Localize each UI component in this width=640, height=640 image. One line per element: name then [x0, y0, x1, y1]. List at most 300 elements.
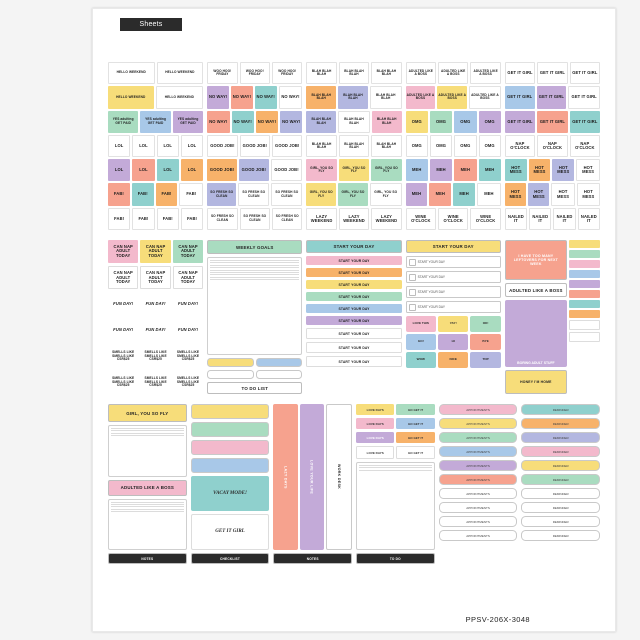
sticker-word[interactable]: NO WAY!: [280, 111, 302, 133]
list-line: [111, 430, 184, 431]
checkbox-label: START YOUR DAY: [417, 275, 445, 279]
b3-col-appointments: [439, 404, 518, 564]
sticker-word[interactable]: GET IT GIRL: [505, 62, 535, 84]
sticker-word[interactable]: SMELLS LIKE SMELLS LIKE CSR$25: [108, 345, 138, 368]
word-sticker-row: [505, 62, 600, 84]
sticker-word[interactable]: FAB!: [108, 208, 130, 230]
word-sticker-row: [505, 208, 600, 230]
word-sticker-row: [108, 111, 203, 133]
sticker-word[interactable]: BLAH BLAH BLAH: [306, 86, 336, 108]
mini-sticker[interactable]: WOW: [406, 352, 436, 368]
sticker-word[interactable]: GOOD JOB!: [207, 135, 237, 157]
b3-col-reminders: [521, 404, 600, 564]
flag-sticker[interactable]: GO GET IT: [396, 432, 434, 443]
sticker-word[interactable]: NAILED IT: [505, 208, 527, 230]
mini-sticker[interactable]: LOVE THIS: [406, 316, 436, 332]
chip-sticker[interactable]: START YOUR DAY: [306, 256, 401, 265]
sticker-word[interactable]: GOOD JOB!: [271, 159, 303, 181]
sticker-word[interactable]: WINE O'CLOCK: [438, 208, 468, 230]
sticker-word[interactable]: HELLO WEEKEND: [108, 86, 154, 108]
sticker-word[interactable]: FAB!: [108, 183, 130, 205]
sticker-word[interactable]: NO WAY!: [255, 86, 277, 108]
word-sticker-row: [505, 183, 600, 205]
sheets-tab[interactable]: Sheets: [120, 18, 182, 31]
word-sticker-row: [108, 159, 203, 181]
checkbox-icon[interactable]: [409, 289, 416, 296]
sticker-word[interactable]: NO WAY!: [279, 86, 303, 108]
reminder-sticker[interactable]: REMINDER: [521, 516, 600, 527]
word-sticker-row: [406, 111, 501, 133]
sticker-word[interactable]: YES adulting GET PAID: [140, 111, 170, 133]
sticker-word[interactable]: OMG: [430, 111, 452, 133]
sticker-word[interactable]: WINE O'CLOCK: [406, 208, 436, 230]
sticker-word[interactable]: FAB!: [132, 183, 154, 205]
vertical-tag-sticker[interactable]: LAZY DAYS: [273, 404, 297, 550]
strip-sticker[interactable]: [569, 280, 600, 288]
b2-col-poster: [505, 240, 600, 394]
flag-sticker[interactable]: LOVE DAYS: [356, 404, 394, 415]
sticker-word[interactable]: GOOD JOB!: [239, 159, 269, 181]
appointment-sticker[interactable]: APPOINTMENTS: [439, 474, 518, 485]
appointment-sticker[interactable]: APPOINTMENTS: [439, 460, 518, 471]
sticker-word[interactable]: LAZY WEEKEND: [339, 208, 369, 230]
flag-row: [356, 446, 435, 459]
word-sticker-row: [306, 135, 401, 157]
sticker-word[interactable]: FUN DAY!: [173, 319, 203, 342]
sticker-word[interactable]: GET IT GIRL: [570, 62, 600, 84]
sticker-word[interactable]: LOL: [132, 159, 154, 181]
sticker-word[interactable]: FUN DAY!: [108, 292, 138, 315]
mini-sticker[interactable]: GO!: [406, 334, 436, 350]
round-sticker[interactable]: [191, 440, 270, 455]
footer-sticker[interactable]: NOTES: [273, 553, 352, 564]
pill-sticker[interactable]: [207, 370, 254, 379]
sticker-word[interactable]: HOT MESS: [552, 159, 574, 181]
sticker-word[interactable]: SO FRESH SO CLEAN: [271, 183, 302, 205]
flag-sticker[interactable]: LOVE DAYS: [356, 446, 394, 459]
chip-sticker[interactable]: START YOUR DAY: [306, 356, 401, 367]
mini-sticker-grid: [406, 316, 501, 368]
sticker-word[interactable]: GIRL, YOU SO FLY: [306, 159, 336, 181]
sticker-word[interactable]: OMG: [479, 135, 501, 157]
sticker-word[interactable]: NO WAY!: [207, 86, 229, 108]
product-code: PPSV-206X-3048: [465, 615, 530, 624]
reminder-sticker[interactable]: REMINDER: [521, 530, 600, 541]
b3-col-tall: [273, 404, 352, 564]
word-sticker-row: [406, 135, 501, 157]
poster-stack: [505, 240, 567, 394]
list-line: [111, 511, 184, 512]
mini-sticker[interactable]: BYE: [470, 334, 500, 350]
sticker-word[interactable]: GET IT GIRL: [570, 111, 600, 133]
sticker-word[interactable]: MEH: [453, 183, 475, 205]
sticker-word[interactable]: SMELLS LIKE SMELLS LIKE CSR$25: [173, 345, 203, 368]
sticker-word[interactable]: FAB!: [181, 208, 203, 230]
chip-sticker[interactable]: START YOUR DAY: [306, 268, 401, 277]
flag-row: [356, 432, 435, 443]
mini-sticker[interactable]: TOP: [470, 352, 500, 368]
flag-sticker[interactable]: LOVE DAYS: [356, 432, 394, 443]
checkbox-label: START YOUR DAY: [417, 290, 445, 294]
mini-sticker[interactable]: NICE: [438, 352, 468, 368]
sticker-word[interactable]: MEH: [406, 183, 428, 205]
sticker-word[interactable]: SMELLS LIKE SMELLS LIKE CSR$25: [140, 371, 170, 394]
list-line: [210, 262, 299, 263]
sticker-word[interactable]: LOL: [108, 135, 130, 157]
flag-row: [356, 404, 435, 415]
sticker-word[interactable]: OMG: [479, 111, 501, 133]
sticker-word[interactable]: HOT MESS: [577, 183, 600, 205]
round-sticker[interactable]: [191, 404, 270, 419]
word-sticker-row: [207, 62, 302, 84]
sticker-word[interactable]: BLAH BLAH BLAH: [306, 135, 336, 157]
sticker-word[interactable]: CAN NAP ADULT TODAY: [108, 240, 138, 263]
checkbox-row[interactable]: [406, 286, 501, 298]
strip-sticker[interactable]: [569, 270, 600, 278]
sticker-word[interactable]: LOL: [157, 159, 179, 181]
sticker-word[interactable]: HOT MESS: [505, 159, 527, 181]
strip-sticker[interactable]: [569, 290, 600, 298]
label-sticker[interactable]: ADULTED LIKE A BOSS: [505, 283, 567, 297]
sticker-word[interactable]: NAILED IT: [553, 208, 575, 230]
word-sticker-row: [306, 86, 401, 108]
poster-sticker[interactable]: I HAVE TOO MANY LEFTOVERS FOR NEXT WEEK: [505, 240, 567, 280]
list-line: [210, 265, 299, 266]
sticker-word[interactable]: GET IT GIRL: [505, 111, 535, 133]
sticker-word[interactable]: NAP O'CLOCK: [570, 135, 600, 157]
sticker-word[interactable]: FUN DAY!: [140, 319, 170, 342]
appointment-sticker[interactable]: APPOINTMENTS: [439, 502, 518, 513]
sticker-word[interactable]: OMG: [430, 135, 452, 157]
chip-sticker[interactable]: START YOUR DAY: [306, 328, 401, 339]
list-line: [111, 428, 184, 429]
sticker-word[interactable]: FAB!: [157, 208, 179, 230]
word-sticker-row: [207, 159, 302, 181]
note-list[interactable]: [108, 425, 187, 477]
checkbox-row[interactable]: [406, 271, 501, 283]
sub-sticker[interactable]: ADULTED LIKE A BOSS: [108, 480, 187, 496]
sticker-word[interactable]: FAB!: [179, 183, 203, 205]
sticker-word[interactable]: OMG: [454, 111, 476, 133]
box-sticker-band: [108, 240, 600, 394]
sticker-word[interactable]: SMELLS LIKE SMELLS LIKE CSR$25: [140, 345, 170, 368]
sticker-word[interactable]: FUN DAY!: [173, 292, 203, 315]
sticker-word[interactable]: LOL: [132, 135, 154, 157]
sticker-word[interactable]: CAN NAP ADULT TODAY: [140, 240, 170, 263]
sticker-word[interactable]: WOO HOO! FRIDAY: [272, 62, 302, 84]
sticker-word[interactable]: MEH: [454, 159, 476, 181]
flag-row: [356, 418, 435, 429]
sticker-word[interactable]: GIRL, YOU SO FLY: [371, 159, 401, 181]
list-line: [210, 274, 299, 275]
sticker-word[interactable]: MEH: [406, 159, 428, 181]
chip-sticker[interactable]: START YOUR DAY: [306, 316, 401, 325]
sticker-word[interactable]: YES adulting GET PAID: [108, 111, 138, 133]
sticker-word[interactable]: GOOD JOB!: [240, 135, 270, 157]
sticker-word[interactable]: SMELLS LIKE SMELLS LIKE CSR$25: [173, 371, 203, 394]
sticker-word[interactable]: LOL: [157, 135, 179, 157]
sticker-word[interactable]: WOO HOO! FRIDAY: [207, 62, 237, 84]
sticker-word[interactable]: HOT MESS: [551, 183, 574, 205]
sticker-word[interactable]: SMELLS LIKE SMELLS LIKE CSR$25: [108, 371, 138, 394]
sticker-word[interactable]: ADULTED LIKE A BOSS: [469, 86, 501, 108]
strip-stack: [569, 240, 600, 394]
list-line: [111, 502, 184, 503]
sticker-word[interactable]: SO FRESH SO CLEAN: [207, 183, 236, 205]
flag-sticker[interactable]: GO GET IT: [396, 404, 434, 415]
sticker-word[interactable]: ADULTED LIKE A BOSS: [406, 62, 436, 84]
word-sticker-row: [108, 135, 203, 157]
pill-sticker[interactable]: [207, 358, 254, 367]
b2-col-checkboxes: [406, 240, 501, 394]
sticker-word[interactable]: MEH: [430, 159, 452, 181]
mini-sticker[interactable]: YAY!: [438, 316, 468, 332]
appointment-sticker[interactable]: APPOINTMENTS: [439, 432, 518, 443]
sticker-word[interactable]: BLAH BLAH BLAH: [306, 111, 336, 133]
word-sticker-row: [108, 183, 203, 205]
sticker-word[interactable]: OMG: [406, 111, 428, 133]
word-sticker-row: [207, 208, 302, 230]
sticker-word[interactable]: NAILED IT: [529, 208, 551, 230]
mini-poster-sticker[interactable]: HONEY I'M HOME: [505, 370, 567, 394]
flag-sticker[interactable]: LOVE DAYS: [356, 418, 394, 429]
sticker-word[interactable]: BLAH BLAH BLAH: [372, 111, 402, 133]
strip-sticker[interactable]: [569, 300, 600, 308]
sticker-word[interactable]: GIRL, YOU SO FLY: [338, 183, 368, 205]
reminder-sticker[interactable]: REMINDER: [521, 446, 600, 457]
sticker-word[interactable]: OMG: [406, 135, 428, 157]
note-list[interactable]: [108, 499, 187, 551]
strip-sticker[interactable]: [569, 240, 600, 248]
title-sticker[interactable]: GIRL, YOU SO FLY: [108, 404, 187, 422]
sticker-word[interactable]: WINE O'CLOCK: [470, 208, 500, 230]
sticker-word[interactable]: LAZY WEEKEND: [306, 208, 336, 230]
sticker-word[interactable]: CAN NAP ADULT TODAY: [140, 266, 170, 289]
sticker-word[interactable]: BLAH BLAH BLAH: [306, 62, 336, 84]
sticker-word[interactable]: GET IT GIRL: [537, 62, 567, 84]
list-line: [210, 272, 299, 273]
word-sticker-row: [108, 86, 203, 108]
sticker-word[interactable]: BLAH BLAH BLAH: [371, 135, 401, 157]
sticker-word[interactable]: SO FRESH SO CLEAN: [238, 183, 269, 205]
sticker-word[interactable]: GOOD JOB!: [272, 135, 302, 157]
chip-sticker[interactable]: START YOUR DAY: [306, 304, 401, 313]
list-line: [210, 260, 299, 261]
sticker-word[interactable]: ADULTED LIKE A BOSS: [437, 86, 467, 108]
appointment-sticker[interactable]: APPOINTMENTS: [439, 404, 518, 415]
appointment-sticker[interactable]: APPOINTMENTS: [439, 516, 518, 527]
note-list[interactable]: [356, 462, 435, 550]
script-sticker[interactable]: VACAY MODE!: [191, 476, 270, 511]
checkbox-label: START YOUR DAY: [417, 260, 445, 264]
appointment-sticker[interactable]: APPOINTMENTS: [439, 446, 518, 457]
list-line: [359, 467, 432, 468]
sticker-word[interactable]: FAB!: [156, 183, 178, 205]
sticker-word[interactable]: NO WAY!: [231, 86, 253, 108]
list-line: [359, 470, 432, 471]
footer-sticker[interactable]: TO DO: [356, 553, 435, 564]
word-sticker-row: [406, 62, 501, 84]
sticker-word[interactable]: YES adulting GET PAID: [173, 111, 203, 133]
checkbox-icon[interactable]: [409, 274, 416, 281]
flag-sticker[interactable]: GO GET IT: [396, 418, 434, 429]
vertical-tag-sticker[interactable]: LOVE YOUR LIFE: [300, 404, 324, 550]
sticker-word[interactable]: MEH: [429, 183, 451, 205]
sticker-word[interactable]: LOL: [108, 159, 130, 181]
sticker-word[interactable]: SO FRESH SO CLEAN: [240, 208, 270, 230]
chip-sticker[interactable]: START YOUR DAY: [306, 342, 401, 353]
sticker-word[interactable]: BLAH BLAH BLAH: [370, 86, 402, 108]
todo-footer: TO DO LIST: [207, 382, 302, 394]
sticker-word[interactable]: FAB!: [132, 208, 154, 230]
sticker-word[interactable]: CAN NAP ADULT TODAY: [173, 266, 203, 289]
word-sticker-row: [306, 183, 401, 205]
sticker-word[interactable]: GET IT GIRL: [537, 111, 567, 133]
word-sticker-row: [108, 62, 203, 84]
sticker-word[interactable]: GIRL, YOU SO FLY: [370, 183, 402, 205]
round-sticker[interactable]: [191, 458, 270, 473]
reminder-sticker[interactable]: REMINDER: [521, 502, 600, 513]
appointment-sticker[interactable]: APPOINTMENTS: [439, 488, 518, 499]
word-sticker-row: [306, 62, 401, 84]
word-sticker-row: [406, 208, 501, 230]
reminder-sticker[interactable]: REMINDER: [521, 404, 600, 415]
sticker-word[interactable]: OMG: [454, 135, 476, 157]
sticker-word[interactable]: ADULTED LIKE A BOSS: [406, 86, 436, 108]
list-line: [210, 279, 299, 280]
word-sticker-row: [207, 183, 302, 205]
tall-sticker[interactable]: BORING ADULT STUFF: [505, 300, 567, 367]
sticker-word[interactable]: FUN DAY!: [108, 319, 138, 342]
word-sticker-column: [207, 62, 302, 230]
word-sticker-column: [406, 62, 501, 230]
sticker-word[interactable]: NAP O'CLOCK: [505, 135, 535, 157]
mini-sticker[interactable]: OK!: [470, 316, 500, 332]
sticker-word[interactable]: GIRL, YOU SO FLY: [306, 183, 336, 205]
checkbox-row[interactable]: [406, 256, 501, 268]
reminder-sticker[interactable]: REMINDER: [521, 488, 600, 499]
list-line: [359, 465, 432, 466]
sticker-word[interactable]: GOOD JOB!: [207, 159, 237, 181]
pill-row: [207, 370, 302, 379]
sticker-word[interactable]: ADULTED LIKE A BOSS: [470, 62, 500, 84]
list-line: [111, 435, 184, 436]
sticker-word[interactable]: GET IT GIRL: [537, 86, 567, 108]
footer-sticker[interactable]: CHECKLIST: [191, 553, 270, 564]
appointment-sticker[interactable]: APPOINTMENTS: [439, 530, 518, 541]
sticker-word[interactable]: BLAH BLAH BLAH: [339, 135, 369, 157]
sticker-word[interactable]: HELLO WEEKEND: [108, 62, 155, 84]
word-sticker-row: [505, 135, 600, 157]
sticker-word[interactable]: BLAH BLAH BLAH: [338, 86, 368, 108]
b2-col-words: [108, 240, 203, 394]
chip-sticker[interactable]: START YOUR DAY: [306, 280, 401, 289]
strip-sticker[interactable]: [569, 260, 600, 268]
checkbox-row[interactable]: [406, 301, 501, 313]
sticker-word[interactable]: CAN NAP ADULT TODAY: [108, 266, 138, 289]
sticker-word[interactable]: NO WAY!: [256, 111, 278, 133]
sticker-word[interactable]: ADULTED LIKE A BOSS: [438, 62, 468, 84]
sticker-word[interactable]: GIRL, YOU SO FLY: [339, 159, 369, 181]
sticker-word[interactable]: LAZY WEEKEND: [371, 208, 401, 230]
sticker-word[interactable]: HOT MESS: [528, 183, 549, 205]
reminder-sticker[interactable]: REMINDER: [521, 460, 600, 471]
list-line: [111, 509, 184, 510]
sticker-word[interactable]: BLAH BLAH BLAH: [371, 62, 401, 84]
script-sticker[interactable]: GET IT GIRL: [191, 514, 270, 551]
sticker-word[interactable]: NAILED IT: [578, 208, 600, 230]
pill-row: [207, 358, 302, 367]
sticker-word[interactable]: NO WAY!: [232, 111, 254, 133]
chip-sticker[interactable]: START YOUR DAY: [306, 292, 401, 301]
flag-sticker[interactable]: GO GET IT: [396, 446, 434, 459]
reminder-sticker[interactable]: REMINDER: [521, 418, 600, 429]
sticker-word[interactable]: FUN DAY!: [140, 292, 170, 315]
sticker-word[interactable]: HOT MESS: [529, 159, 551, 181]
sticker-word[interactable]: BLAH BLAH BLAH: [338, 111, 370, 133]
strip-sticker[interactable]: [569, 332, 600, 342]
sticker-word[interactable]: NO WAY!: [207, 111, 229, 133]
sticker-word[interactable]: NAP O'CLOCK: [537, 135, 567, 157]
word-sticker-row: [207, 111, 302, 133]
sticker-word[interactable]: HELLO WEEKEND: [157, 62, 204, 84]
mini-sticker[interactable]: HI: [438, 334, 468, 350]
sticker-word[interactable]: GET IT GIRL: [505, 86, 535, 108]
pill-sticker[interactable]: [256, 370, 303, 379]
sticker-word[interactable]: MEH: [479, 159, 501, 181]
word-sticker-column: [306, 62, 401, 230]
sticker-word[interactable]: LOL: [181, 135, 203, 157]
goals-list[interactable]: [207, 257, 302, 355]
mixed-sticker-band: [108, 404, 600, 564]
strip-sticker[interactable]: [569, 310, 600, 318]
sticker-word[interactable]: SO FRESH SO CLEAN: [207, 208, 237, 230]
footer-sticker[interactable]: NOTES: [108, 553, 187, 564]
sticker-word[interactable]: LOL: [181, 159, 203, 181]
sticker-word[interactable]: CAN NAP ADULT TODAY: [173, 240, 203, 263]
list-line: [210, 267, 299, 268]
checkbox-icon[interactable]: [409, 304, 416, 311]
vertical-tag-sticker[interactable]: WORK DESK: [326, 404, 352, 550]
word-sticker-row: [505, 111, 600, 133]
reminder-sticker[interactable]: REMINDER: [521, 432, 600, 443]
appointment-sticker[interactable]: APPOINTMENTS: [439, 418, 518, 429]
strip-sticker[interactable]: [569, 250, 600, 258]
strip-sticker[interactable]: [569, 320, 600, 330]
checkbox-label: START YOUR DAY: [417, 305, 445, 309]
list-line: [111, 504, 184, 505]
b2-col-goals: [207, 240, 302, 394]
pill-sticker[interactable]: [256, 358, 303, 367]
word-sticker-row: [207, 135, 302, 157]
list-line: [210, 277, 299, 278]
sticker-word[interactable]: BLAH BLAH BLAH: [339, 62, 369, 84]
round-sticker[interactable]: [191, 422, 270, 437]
sticker-word[interactable]: HOT MESS: [576, 159, 600, 181]
reminder-sticker[interactable]: REMINDER: [521, 474, 600, 485]
word-sticker-row: [505, 159, 600, 181]
sticker-word[interactable]: SO FRESH SO CLEAN: [272, 208, 302, 230]
sticker-word[interactable]: GET IT GIRL: [568, 86, 600, 108]
sticker-word[interactable]: WOO HOO! FRIDAY: [240, 62, 270, 84]
checkbox-icon[interactable]: [409, 259, 416, 266]
sticker-word[interactable]: HELLO WEEKEND: [156, 86, 204, 108]
sticker-word[interactable]: HOT MESS: [505, 183, 526, 205]
word-sticker-row: [306, 208, 401, 230]
sticker-word[interactable]: MEH: [477, 183, 501, 205]
word-sticker-row: [306, 159, 401, 181]
word-sticker-row: [108, 208, 203, 230]
